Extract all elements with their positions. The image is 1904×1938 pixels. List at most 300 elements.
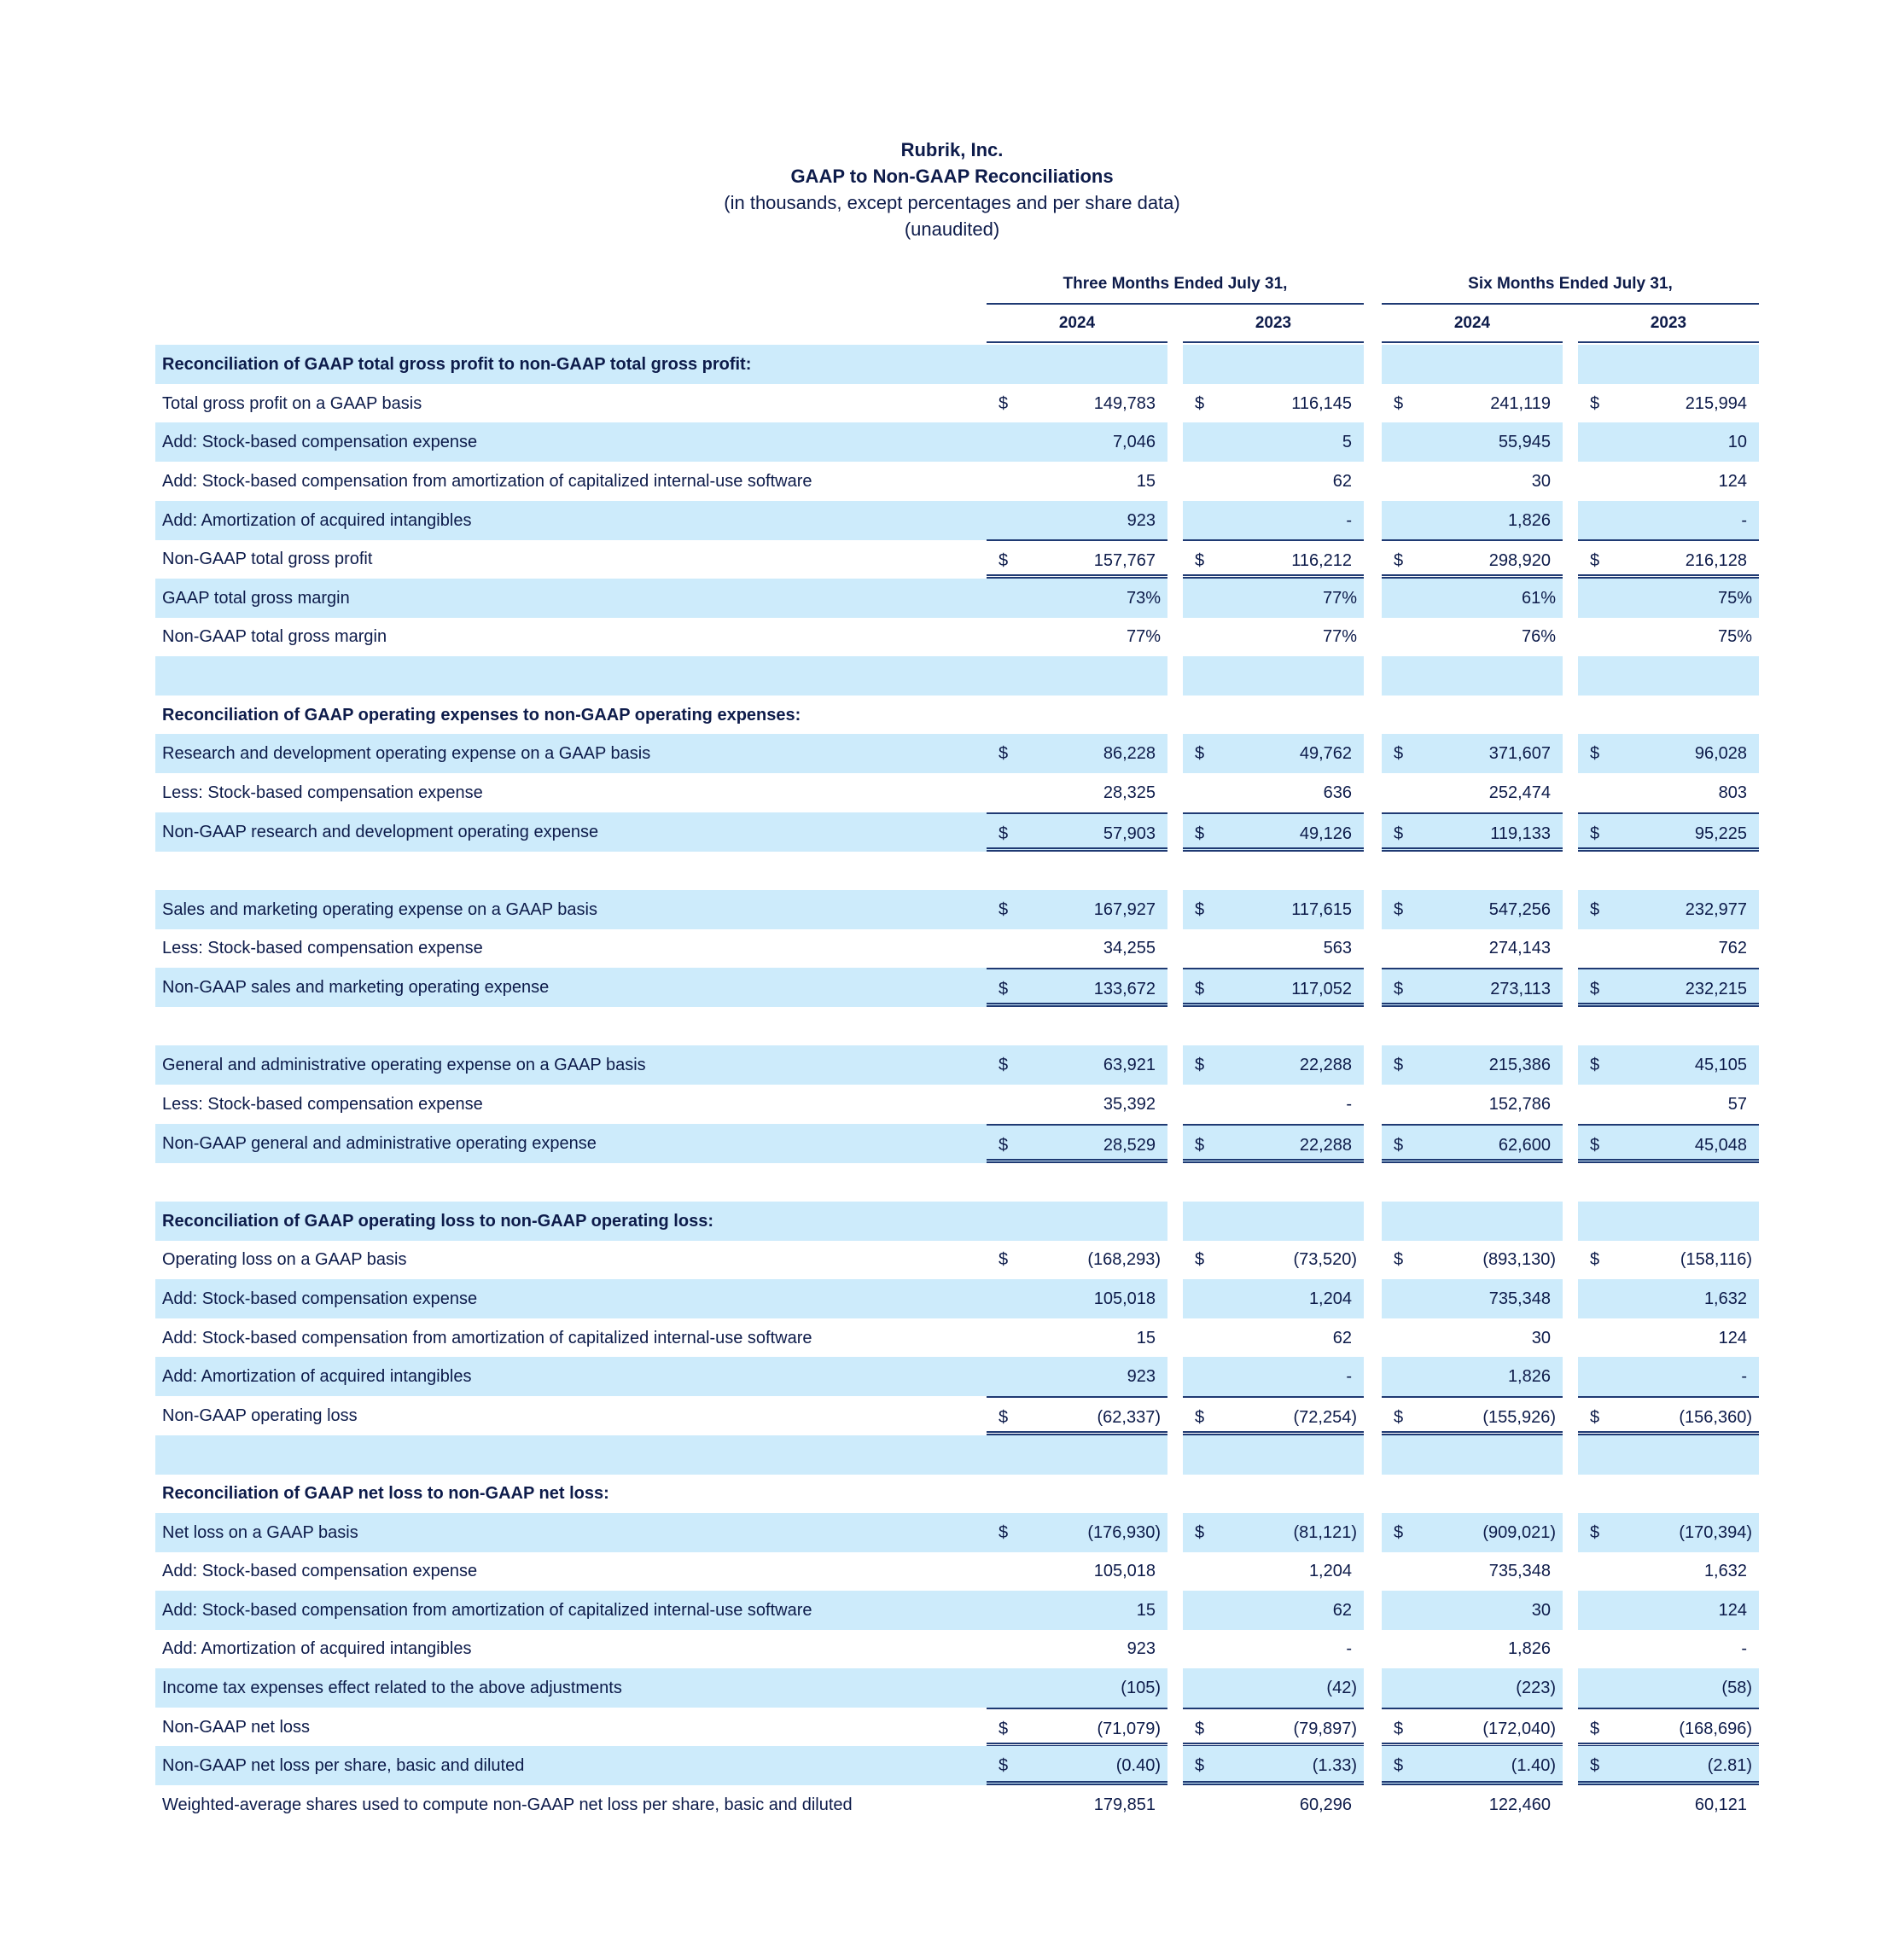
value-cell — [1578, 968, 1759, 1007]
value-cell — [1578, 579, 1759, 618]
currency-symbol: $ — [1394, 1250, 1404, 1269]
value-cell — [987, 501, 1167, 540]
table-row — [155, 1240, 1760, 1279]
value-cell — [1183, 1318, 1364, 1358]
cell-value: 1,826 — [1507, 1367, 1551, 1386]
year-underline — [1578, 341, 1759, 343]
cell-value: (176,930) — [1087, 1523, 1161, 1542]
value-cell — [1382, 890, 1563, 929]
cell-value: 547,256 — [1488, 900, 1551, 919]
section-title: Reconciliation of GAAP operating expenses to non-GAAP operating expenses: — [162, 706, 801, 725]
currency-symbol: $ — [1195, 1408, 1205, 1427]
cell-value: (58) — [1721, 1679, 1752, 1697]
value-cell — [987, 617, 1167, 656]
cell-value: 86,228 — [1103, 744, 1156, 763]
cell-value: 1,826 — [1507, 511, 1551, 530]
value-cell — [1183, 851, 1364, 890]
cell-value: 152,786 — [1488, 1095, 1551, 1114]
cell-value: 63,921 — [1103, 1056, 1156, 1074]
currency-symbol: $ — [1195, 1056, 1205, 1074]
cell-value: 105,018 — [1093, 1289, 1156, 1308]
cell-value: - — [1741, 511, 1747, 530]
currency-symbol: $ — [999, 394, 1009, 413]
cell-value: (62,337) — [1097, 1408, 1161, 1427]
table-row — [155, 579, 1760, 618]
value-cell — [1382, 1007, 1563, 1046]
value-cell — [1183, 422, 1364, 462]
cell-value: 215,386 — [1488, 1056, 1551, 1074]
cell-value: 923 — [1127, 511, 1156, 530]
cell-value: 45,048 — [1694, 1136, 1747, 1155]
cell-value: 122,460 — [1488, 1795, 1551, 1814]
currency-symbol: $ — [1590, 744, 1600, 763]
currency-symbol: $ — [1590, 980, 1600, 998]
value-cell — [1578, 1124, 1759, 1163]
section-title: Reconciliation of GAAP total gross profit to non-GAAP total gross profit: — [155, 345, 987, 384]
cell-value: 116,145 — [1291, 394, 1352, 413]
row-label: Sales and marketing operating expense on a GAAP basis — [155, 890, 987, 929]
value-cell — [987, 1708, 1167, 1747]
row-label: Non-GAAP total gross margin — [162, 627, 387, 646]
value-cell — [1578, 656, 1759, 695]
currency-symbol: $ — [1394, 1408, 1404, 1427]
value-cell — [1382, 851, 1563, 890]
table-row — [155, 422, 1760, 462]
cell-value: 57,903 — [1103, 824, 1156, 843]
value-cell — [1382, 579, 1563, 618]
value-cell — [1183, 928, 1364, 968]
value-cell — [1183, 773, 1364, 812]
value-cell — [1578, 1785, 1759, 1825]
value-cell — [987, 1045, 1167, 1085]
value-cell — [1578, 1085, 1759, 1124]
cell-value: 124 — [1718, 1601, 1747, 1620]
value-cell — [987, 928, 1167, 968]
cell-value: 735,348 — [1488, 1289, 1551, 1308]
value-cell — [1578, 1318, 1759, 1358]
cell-value: - — [1741, 1639, 1747, 1658]
currency-symbol: $ — [999, 551, 1009, 570]
year-header: 2024 — [1453, 314, 1491, 332]
currency-symbol: $ — [1394, 1756, 1404, 1775]
value-cell — [987, 462, 1167, 501]
value-cell — [1382, 1318, 1563, 1358]
value-cell — [1183, 812, 1364, 852]
currency-symbol: $ — [999, 1408, 1009, 1427]
cell-value: 7,046 — [1112, 433, 1156, 451]
cell-value: 49,762 — [1299, 744, 1352, 763]
value-cell — [1183, 384, 1364, 423]
currency-symbol: $ — [1394, 1056, 1404, 1074]
value-cell — [1578, 734, 1759, 773]
value-cell — [987, 1513, 1167, 1552]
currency-symbol: $ — [1590, 1408, 1600, 1427]
cell-value: (223) — [1516, 1679, 1556, 1697]
value-cell — [1578, 773, 1759, 812]
row-label — [155, 1435, 987, 1475]
period-underline — [987, 303, 1364, 305]
value-cell — [1578, 617, 1759, 656]
cell-value: (105) — [1121, 1679, 1161, 1697]
cell-value: 273,113 — [1490, 980, 1551, 998]
value-cell — [1382, 928, 1563, 968]
value-cell — [1382, 1240, 1563, 1279]
cell-value: 10 — [1727, 433, 1747, 451]
value-cell — [1382, 1279, 1563, 1318]
currency-symbol: $ — [1590, 1720, 1600, 1738]
cell-value: (42) — [1326, 1679, 1357, 1697]
table-row — [155, 1318, 1760, 1358]
currency-symbol: $ — [1195, 551, 1205, 570]
value-cell — [987, 579, 1167, 618]
value-cell — [1382, 1045, 1563, 1085]
cell-value: 167,927 — [1093, 900, 1156, 919]
spacer-row — [155, 1162, 1760, 1202]
cell-value: 803 — [1718, 783, 1747, 802]
cell-value: - — [1346, 1639, 1352, 1658]
year-header: 2023 — [1650, 314, 1687, 332]
value-cell — [987, 773, 1167, 812]
table-row — [155, 539, 1760, 579]
row-label — [155, 656, 987, 695]
value-cell — [987, 1785, 1167, 1825]
table-row — [155, 1746, 1760, 1785]
value-cell — [1382, 1746, 1563, 1785]
table-row — [155, 1279, 1760, 1318]
value-cell — [1382, 734, 1563, 773]
currency-symbol: $ — [1590, 824, 1600, 843]
cell-value: (168,293) — [1087, 1250, 1161, 1269]
value-cell — [1578, 890, 1759, 929]
cell-value: 15 — [1136, 472, 1156, 491]
currency-symbol: $ — [999, 744, 1009, 763]
spacer-row — [155, 1435, 1760, 1475]
cell-value: 45,105 — [1694, 1056, 1747, 1074]
cell-value: 232,215 — [1685, 980, 1747, 998]
cell-value: 1,826 — [1507, 1639, 1551, 1658]
cell-value: 149,783 — [1093, 394, 1156, 413]
value-cell — [1578, 462, 1759, 501]
cell-value: 49,126 — [1299, 824, 1352, 843]
currency-symbol: $ — [1590, 1136, 1600, 1155]
table-row — [155, 1513, 1760, 1552]
value-cell — [1382, 1202, 1563, 1241]
value-cell — [987, 734, 1167, 773]
cell-value: (81,121) — [1293, 1523, 1357, 1542]
value-cell — [987, 695, 1167, 735]
report-title: GAAP to Non-GAAP Reconciliations — [790, 166, 1114, 187]
year-underline — [987, 341, 1167, 343]
value-cell — [1183, 1668, 1364, 1708]
currency-symbol: $ — [1394, 1720, 1404, 1738]
cell-value: (158,116) — [1680, 1250, 1752, 1269]
cell-value: 371,607 — [1488, 744, 1551, 763]
cell-value: 61% — [1521, 589, 1556, 608]
cell-value: 157,767 — [1093, 551, 1156, 570]
value-cell — [1183, 1551, 1364, 1591]
cell-value: - — [1346, 1095, 1352, 1114]
value-cell — [1382, 773, 1563, 812]
cell-value: 60,121 — [1694, 1795, 1747, 1814]
row-label: Non-GAAP general and administrative operating expense — [155, 1124, 987, 1163]
row-label: Add: Amortization of acquired intangibles — [162, 1639, 472, 1658]
table-row — [155, 734, 1760, 773]
cell-value: (2.81) — [1707, 1756, 1752, 1775]
year-underline — [1183, 341, 1364, 343]
cell-value: 30 — [1531, 1329, 1551, 1347]
cell-value: 62 — [1332, 472, 1352, 491]
currency-symbol: $ — [1394, 824, 1404, 843]
value-cell — [1382, 812, 1563, 852]
value-cell — [987, 384, 1167, 423]
cell-value: 75% — [1717, 627, 1752, 646]
section-header-row — [155, 345, 1760, 384]
section-title: Reconciliation of GAAP net loss to non-GAAP net loss: — [162, 1484, 609, 1503]
cell-value: 1,632 — [1703, 1562, 1747, 1580]
row-label: Income tax expenses effect related to the above adjustments — [155, 1668, 987, 1708]
value-cell — [987, 1124, 1167, 1163]
value-cell — [1382, 539, 1563, 579]
cell-value: 563 — [1323, 939, 1352, 957]
currency-symbol: $ — [999, 1523, 1009, 1542]
cell-value: 77% — [1126, 627, 1161, 646]
value-cell — [987, 1668, 1167, 1708]
cell-value: 60,296 — [1299, 1795, 1352, 1814]
value-cell — [1578, 1551, 1759, 1591]
value-cell — [987, 1357, 1167, 1396]
value-cell — [1578, 345, 1759, 384]
row-label: Less: Stock-based compensation expense — [162, 939, 483, 957]
value-cell — [987, 1396, 1167, 1435]
value-cell — [1382, 968, 1563, 1007]
value-cell — [1382, 1551, 1563, 1591]
currency-symbol: $ — [1394, 744, 1404, 763]
table-row — [155, 890, 1760, 929]
cell-value: 76% — [1521, 627, 1556, 646]
period-header-six-months: Six Months Ended July 31, — [1468, 275, 1673, 293]
row-label: GAAP total gross margin — [155, 579, 987, 618]
row-label: Total gross profit on a GAAP basis — [162, 394, 422, 413]
value-cell — [1183, 1124, 1364, 1163]
currency-symbol: $ — [1394, 394, 1404, 413]
cell-value: (73,520) — [1293, 1250, 1357, 1269]
value-cell — [1578, 1435, 1759, 1475]
currency-symbol: $ — [999, 1136, 1009, 1155]
value-cell — [1578, 1202, 1759, 1241]
cell-value: 95,225 — [1694, 824, 1747, 843]
cell-value: 116,212 — [1291, 551, 1352, 570]
cell-value: 735,348 — [1488, 1562, 1551, 1580]
value-cell — [987, 1629, 1167, 1668]
cell-value: - — [1346, 511, 1352, 530]
value-cell — [1382, 1668, 1563, 1708]
report-title-block — [0, 137, 1904, 242]
value-cell — [1578, 1240, 1759, 1279]
cell-value: 762 — [1718, 939, 1747, 957]
table-row — [155, 1629, 1760, 1668]
cell-value: 133,672 — [1093, 980, 1156, 998]
currency-symbol: $ — [1195, 824, 1205, 843]
cell-value: 216,128 — [1685, 551, 1747, 570]
row-label: Research and development operating expense on a GAAP basis — [155, 734, 987, 773]
row-label: General and administrative operating expense on a GAAP basis — [155, 1045, 987, 1085]
row-label: Non-GAAP operating loss — [162, 1406, 358, 1425]
cell-value: (170,394) — [1679, 1523, 1752, 1542]
row-label: Add: Stock-based compensation from amortization of capitalized internal-use software — [162, 472, 812, 491]
value-cell — [987, 1085, 1167, 1124]
row-label: Weighted-average shares used to compute non-GAAP net loss per share, basic and diluted — [162, 1795, 853, 1814]
currency-symbol: $ — [1195, 980, 1205, 998]
value-cell — [1183, 890, 1364, 929]
currency-symbol: $ — [1195, 1720, 1205, 1738]
table-row — [155, 1357, 1760, 1396]
column-gap — [1364, 345, 1382, 384]
value-cell — [1382, 1357, 1563, 1396]
cell-value: (1.40) — [1511, 1756, 1556, 1775]
row-label: Add: Stock-based compensation expense — [155, 422, 987, 462]
section-header-row — [155, 1202, 1760, 1241]
value-cell — [1183, 1085, 1364, 1124]
currency-symbol: $ — [1394, 551, 1404, 570]
cell-value: 124 — [1718, 472, 1747, 491]
table-row — [155, 1668, 1760, 1708]
value-cell — [987, 1591, 1167, 1630]
currency-symbol: $ — [999, 1056, 1009, 1074]
row-label: Add: Stock-based compensation expense — [155, 1279, 987, 1318]
value-cell — [1382, 1591, 1563, 1630]
value-cell — [1382, 1708, 1563, 1747]
cell-value: 57 — [1727, 1095, 1747, 1114]
value-cell — [987, 1162, 1167, 1202]
value-cell — [1578, 422, 1759, 462]
cell-value: 1,204 — [1308, 1289, 1352, 1308]
currency-symbol: $ — [1590, 394, 1600, 413]
currency-symbol: $ — [1590, 1523, 1600, 1542]
value-cell — [1578, 1708, 1759, 1747]
value-cell — [987, 1551, 1167, 1591]
value-cell — [1578, 1279, 1759, 1318]
row-label: Non-GAAP research and development operating expense — [155, 812, 987, 852]
value-cell — [1183, 1629, 1364, 1668]
row-label: Operating loss on a GAAP basis — [162, 1250, 407, 1269]
row-label: Add: Stock-based compensation expense — [162, 1562, 478, 1580]
currency-symbol: $ — [1195, 1136, 1205, 1155]
cell-value: 22,288 — [1299, 1056, 1352, 1074]
cell-value: 62 — [1332, 1329, 1352, 1347]
cell-value: 105,018 — [1093, 1562, 1156, 1580]
value-cell — [1382, 1124, 1563, 1163]
value-cell — [1382, 462, 1563, 501]
value-cell — [987, 851, 1167, 890]
value-cell — [1382, 1085, 1563, 1124]
value-cell — [1183, 1746, 1364, 1785]
cell-value: (909,021) — [1482, 1523, 1556, 1542]
table-row — [155, 928, 1760, 968]
value-cell — [1183, 656, 1364, 695]
value-cell — [1382, 1474, 1563, 1513]
value-cell — [1578, 1474, 1759, 1513]
currency-symbol: $ — [1590, 551, 1600, 570]
cell-value: 34,255 — [1103, 939, 1156, 957]
value-cell — [1183, 968, 1364, 1007]
table-row — [155, 812, 1760, 852]
table-row — [155, 1708, 1760, 1747]
cell-value: - — [1346, 1367, 1352, 1386]
value-cell — [1183, 695, 1364, 735]
row-label: Net loss on a GAAP basis — [155, 1513, 987, 1552]
section-header-row — [155, 1474, 1760, 1513]
cell-value: (79,897) — [1293, 1720, 1357, 1738]
cell-value: (156,360) — [1679, 1408, 1752, 1427]
row-label: Non-GAAP sales and marketing operating expense — [155, 968, 987, 1007]
cell-value: 252,474 — [1488, 783, 1551, 802]
cell-value: 119,133 — [1490, 824, 1551, 843]
value-cell — [1382, 695, 1563, 735]
value-cell — [987, 656, 1167, 695]
value-cell — [1578, 539, 1759, 579]
section-title: Reconciliation of GAAP operating loss to non-GAAP operating loss: — [155, 1202, 987, 1241]
currency-symbol: $ — [999, 1720, 1009, 1738]
row-label — [155, 1007, 987, 1046]
value-cell — [1382, 1513, 1563, 1552]
value-cell — [1183, 345, 1364, 384]
cell-value: (1.33) — [1312, 1756, 1357, 1775]
value-cell — [1183, 462, 1364, 501]
currency-symbol: $ — [999, 824, 1009, 843]
value-cell — [1183, 617, 1364, 656]
currency-symbol: $ — [1394, 1523, 1404, 1542]
value-cell — [987, 1202, 1167, 1241]
value-cell — [987, 968, 1167, 1007]
cell-value: 62 — [1332, 1601, 1352, 1620]
report-note: (unaudited) — [904, 218, 1000, 240]
year-header: 2023 — [1255, 314, 1292, 332]
value-cell — [1578, 1162, 1759, 1202]
table-row — [155, 773, 1760, 812]
value-cell — [1183, 1785, 1364, 1825]
currency-symbol: $ — [1394, 980, 1404, 998]
cell-value: 241,119 — [1490, 394, 1551, 413]
value-cell — [987, 539, 1167, 579]
value-cell — [987, 890, 1167, 929]
row-label: Non-GAAP net loss — [162, 1718, 311, 1737]
currency-symbol: $ — [1195, 1523, 1205, 1542]
table-row — [155, 1124, 1760, 1163]
company-name: Rubrik, Inc. — [900, 139, 1004, 160]
value-cell — [1183, 1202, 1364, 1241]
cell-value: 923 — [1127, 1367, 1156, 1386]
value-cell — [1578, 384, 1759, 423]
value-cell — [1183, 1240, 1364, 1279]
cell-value: 22,288 — [1299, 1136, 1352, 1155]
row-label: Less: Stock-based compensation expense — [162, 1095, 483, 1114]
currency-symbol: $ — [1195, 394, 1205, 413]
value-cell — [1183, 579, 1364, 618]
currency-symbol: $ — [999, 1250, 1009, 1269]
value-cell — [1578, 1591, 1759, 1630]
value-cell — [1183, 1162, 1364, 1202]
report-subtitle: (in thousands, except percentages and per share data) — [724, 192, 1180, 213]
cell-value: 96,028 — [1694, 744, 1747, 763]
cell-value: (172,040) — [1482, 1720, 1556, 1738]
value-cell — [1578, 1357, 1759, 1396]
value-cell — [1382, 617, 1563, 656]
cell-value: 15 — [1136, 1329, 1156, 1347]
row-label: Non-GAAP total gross profit — [162, 550, 373, 568]
cell-value: (0.40) — [1115, 1756, 1161, 1775]
cell-value: 298,920 — [1488, 551, 1551, 570]
value-cell — [1382, 1435, 1563, 1475]
